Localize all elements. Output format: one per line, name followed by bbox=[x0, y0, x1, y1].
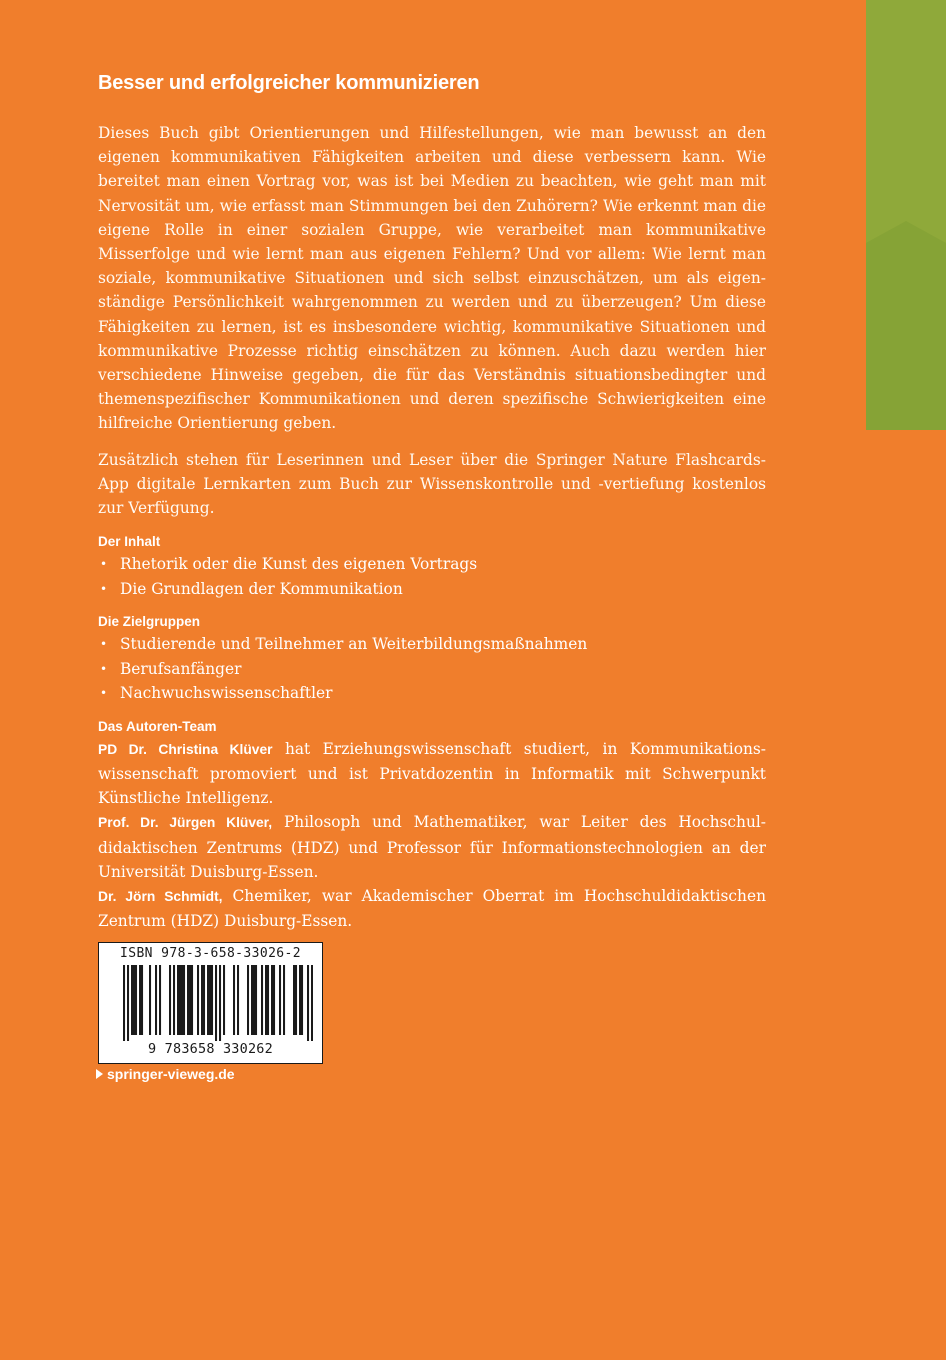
barcode-bar bbox=[311, 965, 313, 1041]
barcode-bars bbox=[107, 965, 313, 1041]
barcode-bar bbox=[247, 965, 249, 1035]
barcode-bar bbox=[135, 965, 137, 1035]
barcode-bar bbox=[141, 965, 143, 1035]
barcode-bar bbox=[237, 965, 239, 1035]
list-item: • Die Grundlagen der Kommunikation bbox=[100, 579, 403, 598]
barcode-bar bbox=[203, 965, 205, 1035]
list-item: • Nachwuchswissenschaftler bbox=[100, 684, 333, 703]
barcode-bar bbox=[183, 965, 185, 1035]
book-tagline: Besser und erfolgreicher kommunizieren bbox=[98, 72, 480, 94]
barcode-bar bbox=[279, 965, 281, 1035]
barcode-bar bbox=[159, 965, 161, 1035]
barcode-bar bbox=[233, 965, 235, 1035]
barcode-bar bbox=[149, 965, 151, 1035]
publisher-url: springer-vieweg.de bbox=[107, 1066, 235, 1082]
barcode-bar bbox=[181, 965, 183, 1035]
barcode-bar bbox=[215, 965, 217, 1041]
barcode-bar bbox=[283, 965, 285, 1035]
barcode-bar bbox=[253, 965, 255, 1035]
barcode-bar bbox=[207, 965, 209, 1035]
barcode-bar bbox=[127, 965, 129, 1041]
barcode-bar bbox=[223, 965, 225, 1035]
barcode-bar bbox=[211, 965, 213, 1035]
author-entry: Dr. Jörn Schmidt, Chemiker, war Akademischer Oberrat im Hochschuldidaktischen Zentrum (HDZ) Duisburg-Essen. bbox=[98, 886, 766, 931]
barcode-bar bbox=[307, 965, 309, 1041]
strip-notch bbox=[866, 243, 946, 430]
barcode-bar bbox=[131, 965, 133, 1035]
inhalt-list bbox=[98, 552, 766, 601]
list-item: • Berufsanfänger bbox=[100, 659, 242, 678]
back-cover-text bbox=[98, 72, 766, 933]
barcode-bar bbox=[173, 965, 175, 1035]
autoren-heading: Das Autoren-Team bbox=[98, 718, 217, 734]
barcode-bar bbox=[251, 965, 253, 1035]
publisher-link[interactable] bbox=[96, 1066, 235, 1082]
barcode-bar bbox=[179, 965, 181, 1035]
barcode-bar bbox=[177, 965, 179, 1035]
barcode-bar bbox=[261, 965, 263, 1035]
barcode-bar bbox=[265, 965, 267, 1035]
barcode-bar bbox=[187, 965, 189, 1035]
barcode-bar bbox=[155, 965, 157, 1035]
author-entry: PD Dr. Christina Klüver hat Erziehungswissenschaft studiert, in Kommunikations-wissenschaft promoviert und ist Privatdozentin in Informatik mit Schwerpunkt Künstliche Intelligenz. bbox=[98, 739, 766, 808]
barcode-bar bbox=[191, 965, 193, 1035]
author-entry: Prof. Dr. Jürgen Klüver, Philosoph und Mathematiker, war Leiter des Hochschul-didaktischen Zentrums (HDZ) und Professor für Informationstechnologien an der Universität Duisburg-Essen. bbox=[98, 813, 766, 881]
barcode-bar bbox=[271, 965, 273, 1035]
barcode-bar bbox=[209, 965, 211, 1035]
description-paragraph: Dieses Buch gibt Orientierungen und Hilfestellungen, wie man bewusst an den eigenen kommunikativen Fähigkeiten arbeiten und diese verbessern kann. Wie bereitet man einen Vortrag vor, was ist bei Medien zu beachten, wie geht man mit Nervosität um, wie erfasst man Stimmungen bei den Zuhörern? Wie erkennt man die eigene Rolle in einer sozialen Gruppe, wie verarbeitet man kommunikative Misserfolge und wie lernt man aus eigenen Fehlern? Und vor allem: Wie lernt man soziale, kommunikative Situationen und sich selbst einzuschätzen, um als eigen-ständige Persönlichkeit wahrgenommen zu werden und zu überzeugen? Um diese Fähigkeiten zu lernen, ist es insbesondere wichtig, kommunikative Situationen und kommunikative Prozesse richtig einschätzen zu können. Auch dazu werden hier verschiedene Hinweise gegeben, die für das Verständnis situationsbedingter und themenspezifischer Kommunikationen und deren spezifische Schwierigkeiten eine hilfreiche Orientierung geben. bbox=[98, 124, 766, 433]
zielgruppen-list bbox=[98, 632, 766, 706]
barcode-bar bbox=[189, 965, 191, 1035]
arrow-icon bbox=[96, 1069, 103, 1079]
barcode-bar bbox=[301, 965, 303, 1035]
flashcards-paragraph: Zusätzlich stehen für Leserinnen und Leser über die Springer Nature Flashcards-App digitale Lernkarten zum Buch zur Wissenskontrolle und -vertiefung kostenlos zur Verfügung. bbox=[98, 450, 766, 518]
inhalt-heading: Der Inhalt bbox=[98, 534, 161, 550]
barcode-bar bbox=[169, 965, 171, 1035]
barcode-bar bbox=[255, 965, 257, 1035]
list-item: • Studierende und Teilnehmer an Weiterbildungsmaßnahmen bbox=[100, 635, 588, 654]
side-color-strip bbox=[866, 0, 946, 430]
barcode-bar bbox=[201, 965, 203, 1035]
isbn-label: ISBN 978-3-658-33026-2 bbox=[120, 946, 301, 961]
list-item: • Rhetorik oder die Kunst des eigenen Vortrags bbox=[100, 555, 478, 574]
barcode-bar bbox=[219, 965, 221, 1041]
barcode-bar bbox=[295, 965, 297, 1035]
barcode-bar bbox=[293, 965, 295, 1035]
barcode-bar bbox=[273, 965, 275, 1035]
barcode-bar bbox=[299, 965, 301, 1035]
barcode-bar bbox=[123, 965, 125, 1041]
barcode-bar bbox=[139, 965, 141, 1035]
barcode-digits: 9 783658 330262 bbox=[148, 1041, 273, 1057]
barcode-bar bbox=[197, 965, 199, 1035]
zielgruppen-heading: Die Zielgruppen bbox=[98, 614, 201, 630]
isbn-barcode bbox=[98, 942, 323, 1064]
barcode-bar bbox=[267, 965, 269, 1035]
barcode-bar bbox=[133, 965, 135, 1035]
